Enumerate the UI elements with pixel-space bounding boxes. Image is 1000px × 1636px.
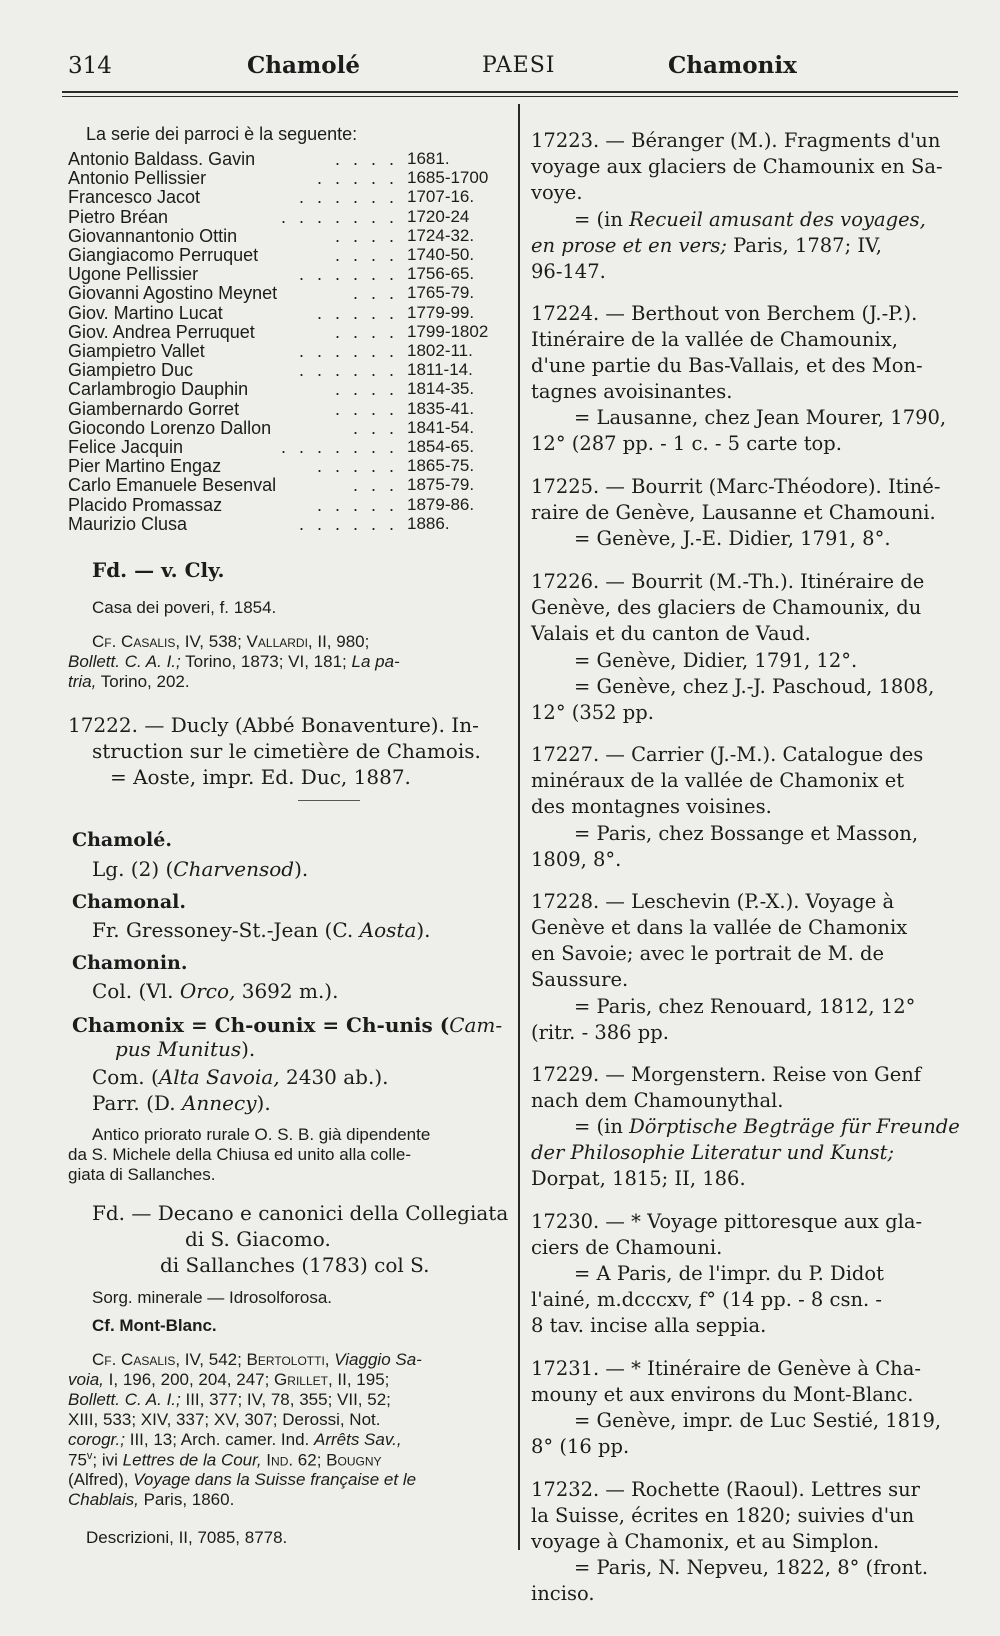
cf2-line-1: Cf. Casalis, IV, 542; Bertolotti, Viaggio Sa- <box>92 1350 422 1369</box>
parish-years: 1865-75. <box>407 456 475 475</box>
cf2-line-7: (Alfred), Voyage dans la Suisse française et le <box>68 1470 417 1489</box>
e17229-line-2: nach dem Chamounythal. <box>531 1089 784 1112</box>
e17227-line-1: 17227. — Carrier (J.-M.). Catalogue des <box>531 743 924 766</box>
parish-years: 1875-79. <box>407 475 475 494</box>
parish-years: 1765-79. <box>407 283 475 302</box>
e17223-line-6: 96-147. <box>531 260 606 283</box>
e17225-line-2: raire de Genève, Lausanne et Chamouni. <box>531 501 936 524</box>
parish-years: 1720-24 <box>407 207 470 226</box>
e17227-line-3: des montagnes voisines. <box>531 795 772 818</box>
e17229-line-3: = (in Dörptische Begträge für Freunde <box>574 1115 960 1138</box>
section-separator <box>298 800 360 801</box>
e17232-line-2: la Suisse, écrites en 1820; suivies d'un <box>531 1504 915 1527</box>
priorato-line-2: da S. Michele della Chiusa ed unito alla colle- <box>68 1145 412 1164</box>
parish-name: Carlo Emanuele Besenval <box>68 475 277 495</box>
e17232-line-5: inciso. <box>531 1582 595 1605</box>
parish-years: 1779-99. <box>407 303 475 322</box>
header-left-word: Chamolé <box>247 52 360 79</box>
parish-name: Placido Promassaz <box>68 495 223 515</box>
header-center-word: PAESI <box>482 53 556 78</box>
e17229-line-5: Dorpat, 1815; II, 186. <box>531 1167 746 1190</box>
e17230-line-2: ciers de Chamouni. <box>531 1236 723 1259</box>
casa-poveri: Casa dei poveri, f. 1854. <box>92 598 277 617</box>
e17225-line-1: 17225. — Bourrit (Marc-Théodore). Itiné- <box>531 475 941 498</box>
parish-years: 1811-14. <box>407 360 473 379</box>
e17226-line-1: 17226. — Bourrit (M.-Th.). Itinéraire de <box>531 570 925 593</box>
header-rule-top <box>62 91 958 93</box>
e17232-line-4: = Paris, N. Nepveu, 1822, 8° (front. <box>574 1556 929 1579</box>
fd-decano-line-2: di S. Giacomo. <box>185 1227 331 1251</box>
e17230-line-1: 17230. — * Voyage pittoresque aux gla- <box>531 1210 923 1233</box>
parish-leader-dots: . . . . . . . <box>280 437 398 457</box>
parish-leader-dots: . . . . <box>334 226 398 246</box>
e17226-line-2: Genève, des glaciers de Chamounix, du <box>531 596 922 619</box>
e17223-line-1: 17223. — Béranger (M.). Fragments d'un <box>531 129 941 152</box>
descrizioni: Descrizioni, II, 7085, 8778. <box>86 1528 288 1547</box>
parish-leader-dots: . . . . . . <box>298 264 398 284</box>
parish-years: 1740-50. <box>407 245 475 264</box>
e17227-line-5: 1809, 8°. <box>531 848 622 871</box>
parish-name: Pietro Bréan <box>68 207 169 227</box>
header-rule-bottom <box>62 96 958 97</box>
cf2-line-4: XIII, 533; XIV, 337; XV, 307; Derossi, Not. <box>68 1410 381 1429</box>
parish-leader-dots: . . . . <box>334 399 398 419</box>
parish-name: Giovanni Agostino Meynet <box>68 283 278 303</box>
parish-years: 1681. <box>407 149 450 168</box>
e17227-line-2: minéraux de la vallée de Chamonix et <box>531 769 905 792</box>
e17226-line-5: = Genève, chez J.-J. Paschoud, 1808, <box>574 675 935 698</box>
e17231-line-3: = Genève, impr. de Luc Sestié, 1819, <box>574 1409 942 1432</box>
e17224-line-2: Itinéraire de la vallée de Chamounix, <box>531 328 898 351</box>
parish-leader-dots: . . . . <box>334 149 398 169</box>
e17224-line-4: tagnes avoisinantes. <box>531 380 733 403</box>
cf2-line-2: voia, I, 196, 200, 204, 247; Grillet, II, 195; <box>68 1370 390 1389</box>
cf2-line-5: corogr.; III, 13; Arch. camer. Ind. Arrêts Sav., <box>68 1430 402 1449</box>
e17230-line-5: 8 tav. incise alla seppia. <box>531 1314 767 1337</box>
parish-name: Felice Jacquin <box>68 437 184 457</box>
cf-line-1: Cf. Casalis, IV, 538; Vallardi, II, 980; <box>92 632 370 651</box>
entry-17222-line-3: = Aoste, impr. Ed. Duc, 1887. <box>110 765 411 789</box>
parish-leader-dots: . . . <box>352 418 398 438</box>
parish-name: Giov. Andrea Perruquet <box>68 322 255 342</box>
parish-name: Maurizio Clusa <box>68 514 188 534</box>
parish-years: 1724-32. <box>407 226 475 245</box>
chamonix-parr: Parr. (D. Annecy). <box>92 1091 271 1115</box>
parish-name: Giampietro Duc <box>68 360 194 380</box>
e17226-line-6: 12° (352 pp. <box>531 701 654 724</box>
parish-years: 1799-1802 <box>407 322 489 341</box>
fd-decano-line-3: di Sallanches (1783) col S. <box>160 1253 430 1277</box>
entry-17222-line-1: 17222. — Ducly (Abbé Bonaventure). In- <box>68 713 479 737</box>
parish-leader-dots: . . . . . . <box>298 514 398 534</box>
parish-leader-dots: . . . . <box>334 245 398 265</box>
parish-leader-dots: . . . . . <box>316 303 398 323</box>
e17224-line-6: 12° (287 pp. - 1 c. - 5 carte top. <box>531 432 842 455</box>
e17232-line-3: voyage à Chamonix, et au Simplon. <box>531 1530 880 1553</box>
priorato-line-1: Antico priorato rurale O. S. B. già dipendente <box>92 1125 431 1144</box>
chamonix-title-cont: pus Munitus). <box>115 1037 256 1061</box>
parish-leader-dots: . . . . . <box>316 495 398 515</box>
chamonal-line: Fr. Gressoney-St.-Jean (C. Aosta). <box>92 918 431 942</box>
e17224-line-3: d'une partie du Bas-Vallais, et des Mon- <box>531 354 923 377</box>
chamole-title: Chamolé. <box>72 829 172 851</box>
parish-leader-dots: . . . . . . <box>298 360 398 380</box>
parish-years: 1814-35. <box>407 379 475 398</box>
parish-leader-dots: . . . . . . <box>298 341 398 361</box>
parish-name: Giocondo Lorenzo Dallon <box>68 418 272 438</box>
parish-leader-dots: . . . . <box>334 322 398 342</box>
e17228-line-3: en Savoie; avec le portrait de M. de <box>531 942 885 965</box>
parish-years: 1802-11. <box>407 341 473 360</box>
e17231-line-1: 17231. — * Itinéraire de Genève à Cha- <box>531 1357 921 1380</box>
chamole-line: Lg. (2) (Charvensod). <box>92 857 309 881</box>
e17228-line-2: Genève et dans la vallée de Chamonix <box>531 916 908 939</box>
fd-decano-line-1: Fd. — Decano e canonici della Collegiata <box>92 1201 509 1225</box>
e17226-line-4: = Genève, Didier, 1791, 12°. <box>574 649 858 672</box>
e17228-line-6: (ritr. - 386 pp. <box>531 1021 669 1044</box>
e17223-line-3: voye. <box>531 181 583 204</box>
e17228-line-4: Saussure. <box>531 968 629 991</box>
e17231-line-4: 8° (16 pp. <box>531 1435 630 1458</box>
parish-years: 1886. <box>407 514 450 533</box>
e17227-line-4: = Paris, chez Bossange et Masson, <box>574 822 919 845</box>
cf2-line-8: Chablais, Paris, 1860. <box>68 1490 235 1509</box>
e17228-line-1: 17228. — Leschevin (P.-X.). Voyage à <box>531 890 895 913</box>
fd-cly: Fd. — v. Cly. <box>92 558 225 582</box>
parish-leader-dots: . . . <box>352 475 398 495</box>
e17228-line-5: = Paris, chez Renouard, 1812, 12° <box>574 995 916 1018</box>
sorgente: Sorg. minerale — Idrosolforosa. <box>92 1288 332 1307</box>
parish-leader-dots: . . . . . <box>316 168 398 188</box>
parish-name: Francesco Jacot <box>68 187 201 207</box>
parish-name: Antonio Pellissier <box>68 168 207 188</box>
cf-line-3: tria, Torino, 202. <box>68 672 190 691</box>
e17223-line-5: en prose et en vers; Paris, 1787; IV, <box>531 234 882 257</box>
cf2-line-3: Bollett. C. A. I.; III, 377; IV, 78, 355; VII, 52; <box>68 1390 391 1409</box>
parish-name: Giov. Martino Lucat <box>68 303 223 323</box>
page-number: 314 <box>68 53 112 79</box>
parish-years: 1835-41. <box>407 399 475 418</box>
parish-years: 1685-1700 <box>407 168 489 187</box>
header-right-word: Chamonix <box>668 52 797 79</box>
parish-name: Giampietro Vallet <box>68 341 205 361</box>
e17231-line-2: mouny et aux environs du Mont-Blanc. <box>531 1383 914 1406</box>
column-divider <box>518 104 520 1550</box>
cf-mont-blanc: Cf. Mont-Blanc. <box>92 1316 217 1335</box>
parish-years: 1841-54. <box>407 418 475 437</box>
chamonin-title: Chamonin. <box>72 952 188 974</box>
chamonix-title: Chamonix = Ch-ounix = Ch-unis (Cam- <box>72 1013 503 1037</box>
e17224-line-1: 17224. — Berthout von Berchem (J.-P.). <box>531 302 918 325</box>
parish-years: 1879-86. <box>407 495 475 514</box>
parish-name: Giangiacomo Perruquet <box>68 245 259 265</box>
e17226-line-3: Valais et du canton de Vaud. <box>531 622 811 645</box>
parish-name: Giambernardo Gorret <box>68 399 240 419</box>
e17229-line-1: 17229. — Morgenstern. Reise von Genf <box>531 1063 922 1086</box>
parish-name: Antonio Baldass. Gavin <box>68 149 256 169</box>
e17223-line-4: = (in Recueil amusant des voyages, <box>574 208 926 231</box>
parish-years: 1756-65. <box>407 264 475 283</box>
parish-years: 1854-65. <box>407 437 475 456</box>
entry-17222-line-2: struction sur le cimetière de Chamois. <box>92 739 481 763</box>
chamonin-line: Col. (Vl. Orco, 3692 m.). <box>92 979 339 1003</box>
e17224-line-5: = Lausanne, chez Jean Mourer, 1790, <box>574 406 947 429</box>
e17230-line-4: l'ainé, m.dcccxv, f° (14 pp. - 8 csn. - <box>531 1288 882 1311</box>
priorato-line-3: giata di Sallanches. <box>68 1165 216 1184</box>
parish-name: Carlambrogio Dauphin <box>68 379 249 399</box>
cf2-line-6: 75$^v$; ivi Lettres de la Cour, Ind. 62; Bougny <box>68 1450 382 1470</box>
parish-leader-dots: . . . <box>352 283 398 303</box>
parish-name: Pier Martino Engaz <box>68 456 222 476</box>
parish-name: Giovannantonio Ottin <box>68 226 238 246</box>
e17223-line-2: voyage aux glaciers de Chamounix en Sa- <box>531 155 943 178</box>
parish-leader-dots: . . . . <box>334 379 398 399</box>
e17230-line-3: = A Paris, de l'impr. du P. Didot <box>574 1262 884 1285</box>
cf-line-2: Bollett. C. A. I.; Torino, 1873; VI, 181; La pa- <box>68 652 400 671</box>
parish-years: 1707-16. <box>407 187 475 206</box>
parish-leader-dots: . . . . . . . <box>280 207 398 227</box>
e17229-line-4: der Philosophie Literatur und Kunst; <box>531 1141 895 1164</box>
parish-leader-dots: . . . . . . <box>298 187 398 207</box>
e17225-line-3: = Genève, J.-E. Didier, 1791, 8°. <box>574 527 891 550</box>
parish-leader-dots: . . . . . <box>316 456 398 476</box>
parish-name: Ugone Pellissier <box>68 264 199 284</box>
chamonix-com: Com. (Alta Savoia, 2430 ab.). <box>92 1065 389 1089</box>
chamonal-title: Chamonal. <box>72 891 186 913</box>
e17232-line-1: 17232. — Rochette (Raoul). Lettres sur <box>531 1478 921 1501</box>
parish-intro: La serie dei parroci è la seguente: <box>86 124 358 144</box>
